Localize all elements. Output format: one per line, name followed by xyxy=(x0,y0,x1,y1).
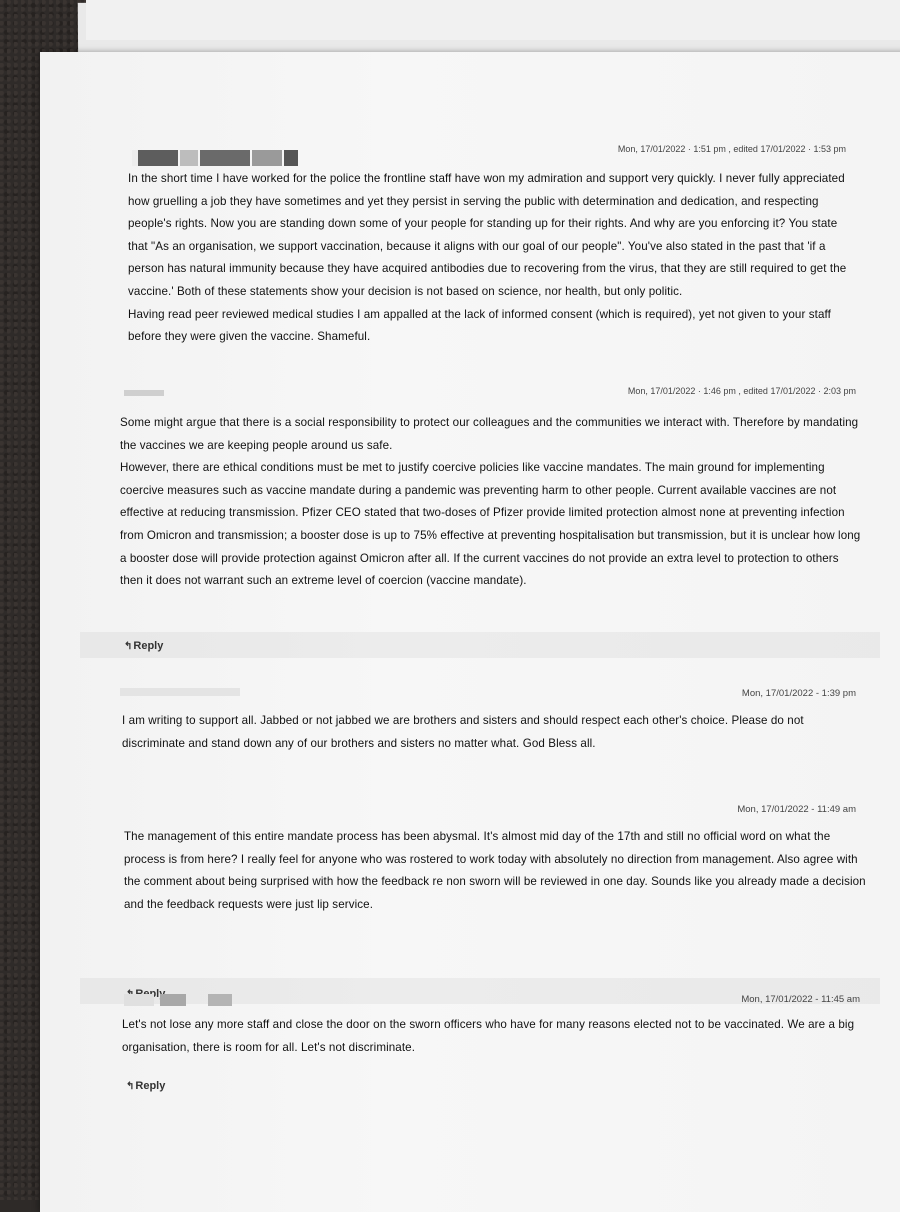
comment-body xyxy=(128,168,856,349)
comment-paragraph: In the short time I have worked for the police the frontline staff have won my admiration and support very quickly. I never fully appreciated how gruelling a job they have sometimes and yet they persist in serving the public with determination and dedication, and respecting people's rights. Now you are standing down some of your people for standing up for their rights. And why are you enforcing it? You state that "As an organisation, we support vaccination, because it aligns with our goal of our people". You've also stated in the past that 'if a person has natural immunity because they have acquired antibodies due to recovering from the virus, that they are still required to get the vaccine.' Both of these statements show your decision is not based on science, nor health, but only politic. xyxy=(128,172,847,298)
comment-author-row xyxy=(40,992,900,1014)
comment-4 xyxy=(40,802,900,916)
reply-link[interactable]: ↰Reply xyxy=(124,640,164,652)
background-sheet-top xyxy=(86,0,900,40)
reply-arrow-icon: ↰ xyxy=(124,641,133,652)
comment-author-row xyxy=(40,686,900,708)
comment-paragraph: Some might argue that there is a social responsibility to protect our colleagues and the communities we interact with. Therefore by mandating the vaccines we are keeping people around us safe. xyxy=(120,416,859,452)
redacted-author-name xyxy=(180,150,198,166)
printed-page xyxy=(40,52,900,1212)
comment-paragraph: Having read peer reviewed medical studies I am appalled at the lack of informed consent (which is required), yet not given to your staff before they were given the vaccine. Shameful. xyxy=(128,307,831,344)
redacted-author-name xyxy=(120,688,240,696)
comment-author-row xyxy=(40,144,900,166)
comment-1 xyxy=(40,144,900,349)
comment-timestamp: Mon, 17/01/2022 - 1:39 pm xyxy=(741,688,856,699)
reply-bar xyxy=(80,632,880,658)
redacted-author-name xyxy=(138,150,178,166)
comment-timestamp: Mon, 17/01/2022 · 1:51 pm , edited 17/01/2022 · 1:53 pm xyxy=(617,144,846,154)
redacted-author-name xyxy=(200,150,250,166)
redacted-author-name xyxy=(208,994,232,1006)
comment-3 xyxy=(40,686,900,755)
comment-paragraph: I am writing to support all. Jabbed or not jabbed we are brothers and sisters and should respect each other's choice. Please do not discriminate and stand down any of our brothers and sisters no matter what. God Bless all. xyxy=(122,714,804,750)
comment-body xyxy=(122,710,866,755)
comment-body xyxy=(120,412,864,593)
redacted-author-name xyxy=(124,994,154,1006)
comment-2 xyxy=(40,382,900,652)
comment-body xyxy=(124,826,866,916)
comment-body xyxy=(122,1014,866,1059)
redacted-author-name xyxy=(160,994,186,1006)
redacted-author-name xyxy=(284,150,298,166)
comment-paragraph: Let's not lose any more staff and close the door on the sworn officers who have for many reasons elected not to be vaccinated. We are a big organisation, there is room for all. Let's not discriminate. xyxy=(122,1018,855,1054)
comment-5 xyxy=(40,992,900,1092)
comment-timestamp: Mon, 17/01/2022 · 1:46 pm , edited 17/01/2022 · 2:03 pm xyxy=(627,386,856,396)
redacted-author-name xyxy=(124,390,164,396)
redacted-author-name xyxy=(252,150,282,166)
reply-arrow-icon: ↰ xyxy=(126,1081,135,1092)
comment-timestamp: Mon, 17/01/2022 - 11:45 am xyxy=(741,994,860,1005)
comment-timestamp: Mon, 17/01/2022 - 11:49 am xyxy=(737,804,856,815)
comment-author-row xyxy=(40,382,900,404)
reply-link[interactable]: ↰Reply xyxy=(126,1080,166,1092)
comment-paragraph: The management of this entire mandate process has been abysmal. It's almost mid day of the 17th and still no official word on what the process is from here? I really feel for anyone who was rostered to work today with absolutely no direction from management. Also agree with the comment about being surprised with how the feedback re non sworn will be reviewed in one day. Sounds like you already made a decision and the feedback requests were just lip service. xyxy=(124,830,866,911)
comment-author-row xyxy=(40,802,900,824)
comment-paragraph: However, there are ethical conditions must be met to justify coercive policies like vaccine mandates. The main ground for implementing coercive measures such as vaccine mandate during a pandemic was preventing harm to other people. Current available vaccines are not effective at reducing transmission. Pfizer CEO stated that two-doses of Pfizer provide limited protection almost none at preventing infection from Omicron and transmission; a booster dose is up to 75% effective at preventing hospitalisation but transmission, but it is unclear how long a booster dose will provide protection against Omicron after all. If the current vaccines do not provide an extra level to protection to others then it does not warrant such an extreme level of coercion (vaccine mandate). xyxy=(120,461,861,588)
